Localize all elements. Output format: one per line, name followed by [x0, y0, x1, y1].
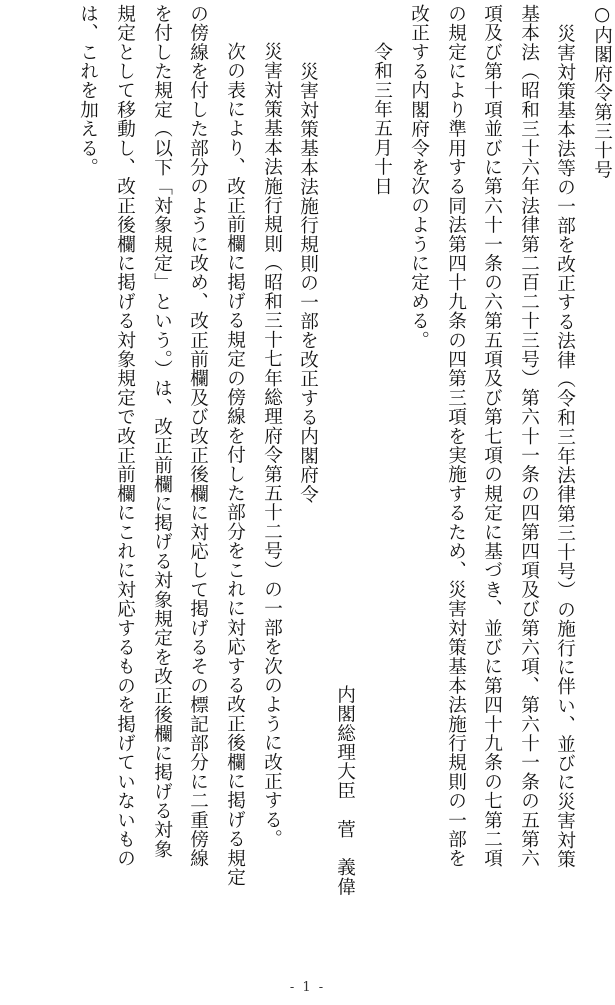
preamble-line: 災害対策基本法等の一部を改正する法律（令和三年法律第三十号）の施行に伴い、並びに災害対策 [554, 24, 576, 869]
preamble-line: の規定により準用する同法第四十九条の四第三項を実施するため、災害対策基本法施行規則の一部を [445, 4, 467, 868]
preamble-line: 項及び第十項並びに第六十一条の六第五項及び第七項の規定に基づき、並びに第四十九条の七第二項 [481, 4, 503, 868]
page-number: - 1 - [289, 980, 326, 995]
body-line: 災害対策基本法施行規則（昭和三十七年総理府令第五十二号）の一部を次のように改正する。 [261, 42, 283, 849]
preamble-line: 改正する内閣府令を次のように定める。 [408, 4, 430, 350]
preamble-line: 基本法（昭和三十六年法律第二百二十三号）第六十一条の四第四項及び第六項、第六十一条の五第六 [518, 4, 540, 868]
signatory: 内閣総理大臣 菅 義偉 [334, 685, 356, 897]
body-line: の傍線を付した部分のように改め、改正前欄及び改正後欄に対応して掲げるその標記部分に二重傍線 [187, 4, 209, 868]
body-line: は、これを加える。 [77, 4, 99, 177]
amending-ordinance-title: 災害対策基本法施行規則の一部を改正する内閣府令 [297, 62, 319, 504]
body-line: 次の表により、改正前欄に掲げる規定の傍線を付した部分をこれに対応する改正後欄に掲げる規定 [224, 42, 246, 887]
body-line: を付した規定（以下「対象規定」という。）は、改正前欄に掲げる対象規定を改正後欄に掲げる対象 [151, 4, 173, 859]
enactment-date: 令和三年五月十日 [371, 42, 393, 196]
ordinance-number-title: ○内閣府令第三十号 [591, 4, 613, 180]
body-line: 規定として移動し、改正後欄に掲げる対象規定で改正前欄にこれに対応するものを掲げていないもの [114, 4, 136, 868]
